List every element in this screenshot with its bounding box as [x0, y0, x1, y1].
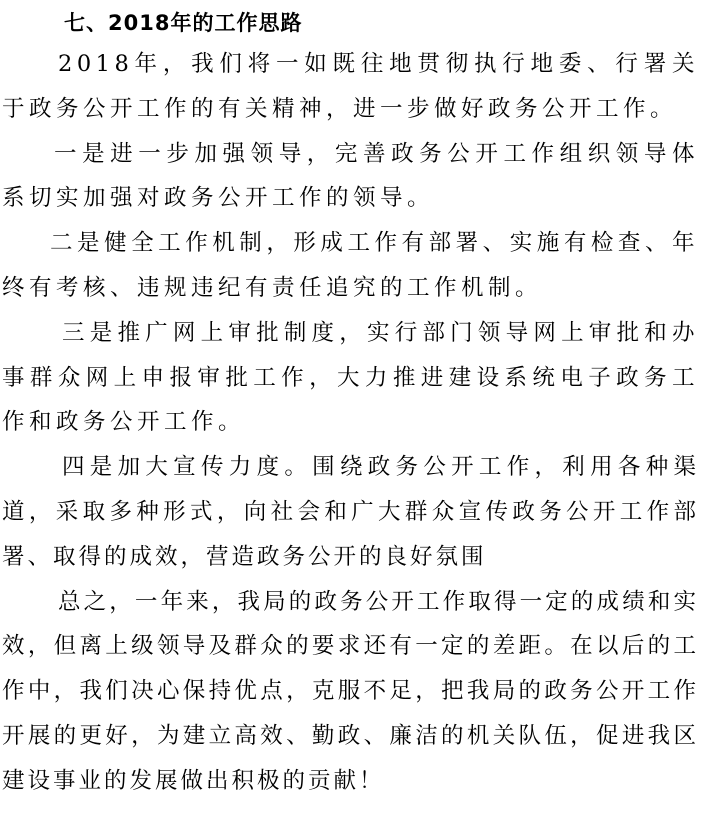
paragraph-point-one: 一是进一步加强领导，完善政务公开工作组织领导体系切实加强对政务公开工作的领导。 — [2, 140, 699, 212]
paragraph-point-four: 四是加大宣传力度。围绕政务公开工作，利用各种渠道，采取多种形式，向社会和广大群众宣传政务公开工作部署、取得的成效，营造政务公开的良好氛围 — [2, 454, 699, 570]
section-heading: 七、2018年的工作思路 — [64, 11, 303, 35]
paragraph-intro: 2018年，我们将一如既往地贯彻执行地委、行署关于政务公开工作的有关精神，进一步做好政务公开工作。 — [2, 51, 699, 122]
paragraph-point-three: 三是推广网上审批制度，实行部门领导网上审批和办事群众网上申报审批工作，大力推进建设系统电子政务工作和政务公开工作。 — [2, 319, 699, 436]
paragraph-point-two: 二是健全工作机制，形成工作有部署、实施有检查、年终有考核、违规违纪有责任追究的工作机制。 — [2, 230, 699, 301]
paragraph-summary: 总之，一年来，我局的政务公开工作取得一定的成绩和实效，但离上级领导及群众的要求还有一定的差距。在以后的工作中，我们决心保持优点，克服不足，把我局的政务公开工作开展的更好，为建立高效、勤政、廉洁的机关队伍，促进我区建设事业的发展做出积极的贡献！ — [2, 588, 699, 794]
